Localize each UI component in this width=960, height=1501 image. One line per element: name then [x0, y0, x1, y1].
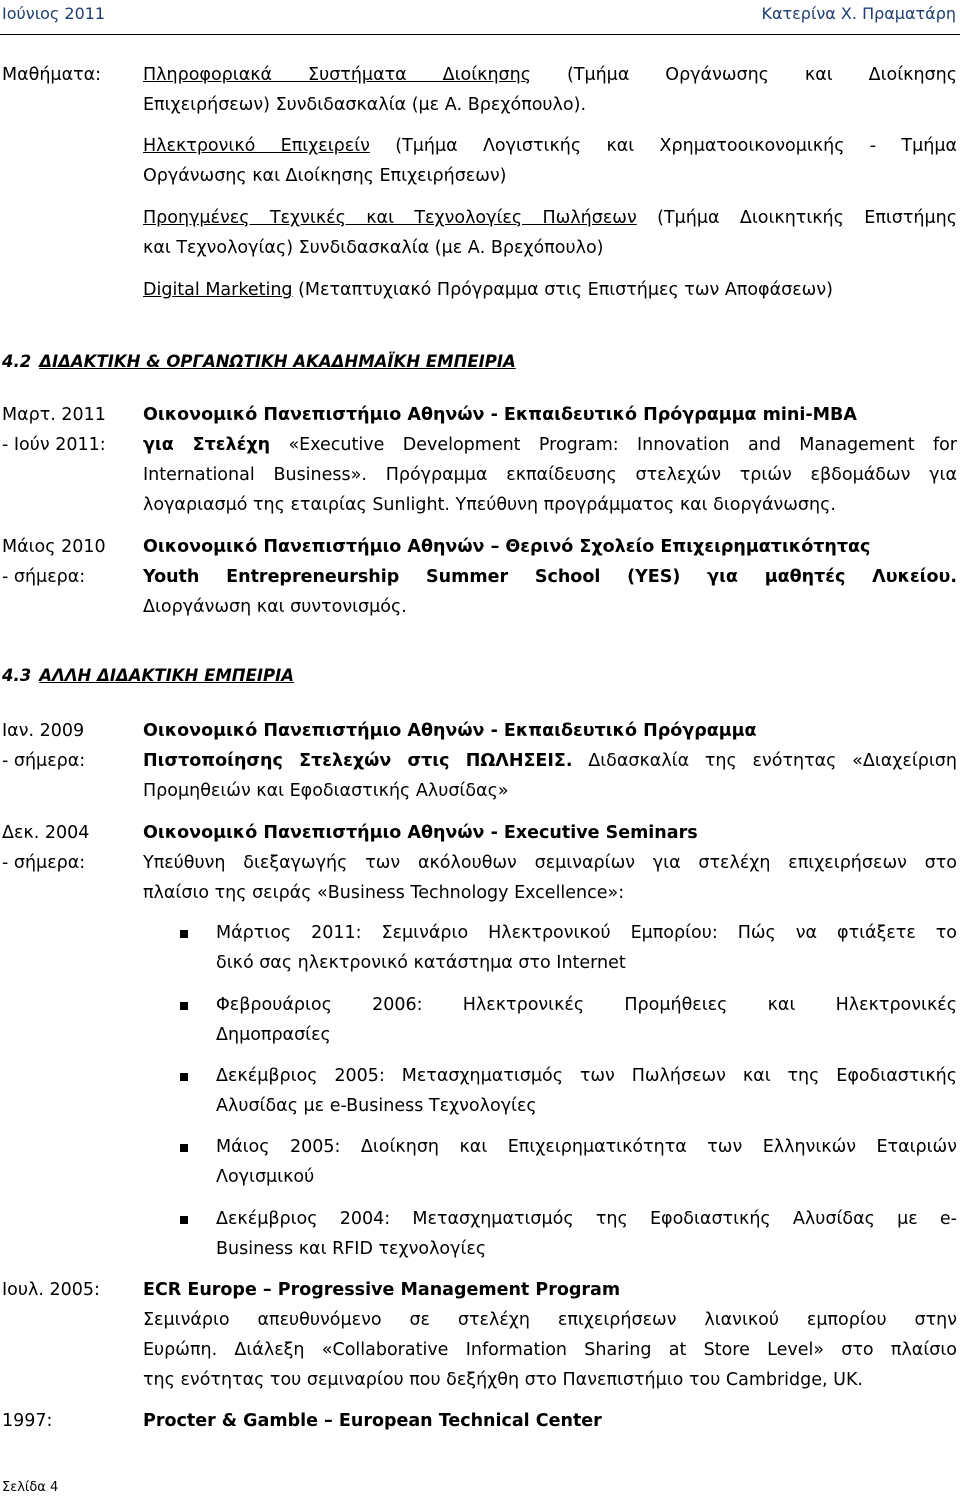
e2-program: Youth Entrepreneurship Summer School (YES) για μαθητές Λυκείου. — [143, 567, 957, 587]
bullet-marker — [180, 1216, 188, 1224]
course-2-title: Ηλεκτρονικό Επιχειρείν — [143, 136, 370, 156]
e2-date-end: - σήμερα: — [2, 567, 86, 587]
e3-institution: Οικονομικό Πανεπιστήμιο Αθηνών - Εκπαιδευτικό Πρόγραμμα — [143, 721, 757, 741]
course-2-dept: (Τμήμα Λογιστικής και Χρηματοοικονομικής - Τμήμα — [369, 136, 957, 156]
seminar-1-line-1: Μάρτιος 2011: Σεμινάριο Ηλεκτρονικού Εμπορίου: Πώς να φτιάξετε το — [216, 923, 957, 943]
seminar-2-line-1: Φεβρουάριος 2006: Ηλεκτρονικές Προμήθειες και Ηλεκτρονικές — [216, 995, 957, 1015]
e1-line-3: International Business». Πρόγραμμα εκπαίδευσης στελεχών τριών εβδομάδων για — [143, 465, 957, 485]
section-4-3-heading — [2, 666, 294, 685]
e4-date-start: Δεκ. 2004 — [2, 823, 90, 843]
e1-bold-start: για Στελέχη — [143, 435, 271, 455]
e5-line-4: της ενότητας του σεμιναρίου που δεξήχθη στο Πανεπιστήμιο του Cambridge, UK. — [143, 1370, 863, 1390]
header-author: Κατερίνα Χ. Πραματάρη — [761, 4, 956, 23]
course-4-dept: (Μεταπτυχιακό Πρόγραμμα στις Επιστήμες των Αποφάσεων) — [292, 280, 833, 300]
e3-line-3: Προμηθειών και Εφοδιαστικής Αλυσίδας» — [143, 781, 509, 801]
course-1-line-2: Επιχειρήσεων) Συνδιδασκαλία (με Α. Βρεχόπουλο). — [143, 95, 587, 115]
e3-teaching: Διδασκαλία της ενότητας «Διαχείριση — [572, 751, 957, 771]
section-title: ΔΙΔΑΚΤΙΚΗ & ΟΡΓΑΝΩΤΙΚΗ ΑΚΑΔΗΜΑΪΚΗ ΕΜΠΕΙΡΙΑ — [39, 352, 516, 371]
e2-line-3: Διοργάνωση και συντονισμός. — [143, 597, 407, 617]
course-1-title: Πληροφοριακά Συστήματα Διοίκησης — [143, 65, 531, 85]
e5-line-3: Ευρώπη. Διάλεξη «Collaborative Information Sharing at Store Level» στο πλαίσιο — [143, 1340, 957, 1360]
e4-date-end: - σήμερα: — [2, 853, 86, 873]
e5-line-2: Σεμινάριο απευθυνόμενο σε στελέχη επιχειρήσεων λιανικού εμπορίου στην — [143, 1310, 957, 1330]
page-number: Σελίδα 4 — [2, 1480, 59, 1495]
course-2-line-2: Οργάνωσης και Διοίκησης Επιχειρήσεων) — [143, 166, 507, 186]
e3-date-end: - σήμερα: — [2, 751, 86, 771]
e2-institution: Οικονομικό Πανεπιστήμιο Αθηνών – Θερινό Σχολείο Επιχειρηματικότητας — [143, 537, 871, 557]
course-3-line-1 — [143, 203, 957, 233]
bullet-marker — [180, 1073, 188, 1081]
course-3-line-2: και Τεχνολογίας) Συνδιδασκαλία (με Α. Βρεχόπουλο) — [143, 238, 604, 258]
e6-institution: Procter & Gamble – European Technical Center — [143, 1411, 602, 1431]
seminar-3-line-1: Δεκέμβριος 2005: Μετασχηματισμός των Πωλήσεων και της Εφοδιαστικής — [216, 1066, 957, 1086]
course-4-title: Digital Marketing — [143, 280, 293, 300]
course-1-dept: (Τμήμα Οργάνωσης και Διοίκησης — [531, 65, 957, 85]
courses-label: Μαθήματα: — [2, 65, 102, 85]
e1-line-2 — [143, 430, 957, 460]
seminar-5-line-2: Business και RFID τεχνολογίες — [216, 1239, 487, 1259]
e5-date: Ιουλ. 2005: — [2, 1280, 100, 1300]
e1-line-4: λογαριασμό της εταιρίας Sunlight. Υπεύθυνη προγράμματος και διοργάνωσης. — [143, 495, 836, 515]
section-number: 4.3 — [2, 666, 32, 685]
e1-date-end: - Ιούν 2011: — [2, 435, 106, 455]
e6-date: 1997: — [2, 1411, 53, 1431]
e2-date-start: Μάιος 2010 — [2, 537, 106, 557]
e3-date-start: Ιαν. 2009 — [2, 721, 85, 741]
course-3-title: Προηγμένες Τεχνικές και Τεχνολογίες Πωλήσεων — [143, 208, 637, 228]
section-number: 4.2 — [2, 352, 32, 371]
bullet-marker — [180, 1144, 188, 1152]
bullet-marker — [180, 930, 188, 938]
header-divider — [0, 34, 960, 35]
course-2-line-1 — [143, 131, 957, 161]
section-title: ΑΛΛΗ ΔΙΔΑΚΤΙΚΗ ΕΜΠΕΙΡΙΑ — [39, 666, 294, 685]
e4-line-2: Υπεύθυνη διεξαγωγής των ακόλουθων σεμιναρίων για στελέχη επιχειρήσεων στο — [143, 853, 957, 873]
seminar-1-line-2: δικό σας ηλεκτρονικό κατάστημα στο Internet — [216, 953, 626, 973]
seminar-3-line-2: Αλυσίδας με e-Business Τεχνολογίες — [216, 1096, 537, 1116]
seminar-4-line-2: Λογισμικού — [216, 1167, 315, 1187]
e1-date-start: Μαρτ. 2011 — [2, 405, 106, 425]
e3-line-2 — [143, 746, 957, 776]
seminar-4-line-1: Μάιος 2005: Διοίκηση και Επιχειρηματικότητα των Ελληνικών Εταιριών — [216, 1137, 957, 1157]
bullet-marker — [180, 1002, 188, 1010]
e4-line-3: πλαίσιο της σειράς «Business Technology Excellence»: — [143, 883, 625, 903]
seminar-5-line-1: Δεκέμβριος 2004: Μετασχηματισμός της Εφοδιαστικής Αλυσίδας με e- — [216, 1209, 957, 1229]
header-date: Ιούνιος 2011 — [2, 4, 106, 23]
section-4-2-heading — [2, 352, 516, 371]
course-1-line-1 — [143, 60, 957, 90]
course-4-line-1 — [143, 275, 833, 305]
e1-institution: Οικονομικό Πανεπιστήμιο Αθηνών - Εκπαιδευτικό Πρόγραμμα mini-MBA — [143, 405, 857, 425]
seminar-2-line-2: Δημοπρασίες — [216, 1025, 331, 1045]
course-3-dept: (Τμήμα Διοικητικής Επιστήμης — [636, 208, 957, 228]
e1-program: «Executive Development Program: Innovation and Management for — [270, 435, 958, 455]
e5-institution: ECR Europe – Progressive Management Program — [143, 1280, 621, 1300]
e3-program: Πιστοποίησης Στελεχών στις ΠΩΛΗΣΕΙΣ. — [143, 751, 573, 771]
e4-institution: Οικονομικό Πανεπιστήμιο Αθηνών - Executive Seminars — [143, 823, 698, 843]
